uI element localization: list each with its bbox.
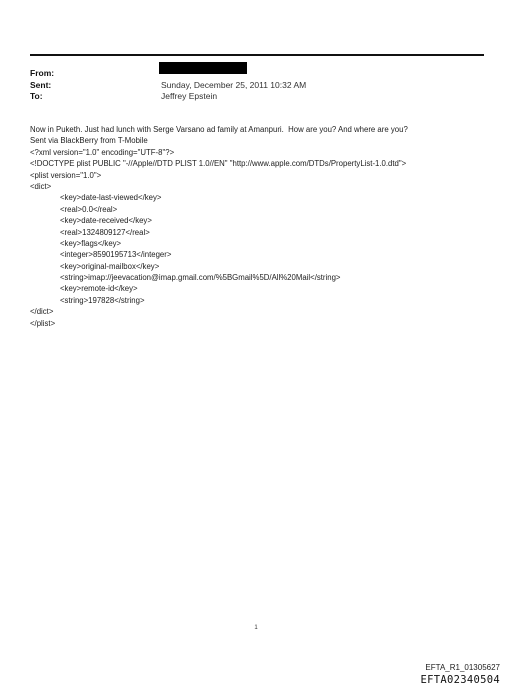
body-line: <?xml version="1.0" encoding="UTF-8"?> <box>30 147 175 157</box>
body-line: </dict> <box>30 307 54 317</box>
page-number: 1 <box>254 625 258 631</box>
redaction-block <box>159 62 247 74</box>
email-body <box>30 124 408 329</box>
body-line: <string>197828</string> <box>60 295 145 305</box>
body-line: </plist> <box>30 318 56 328</box>
body-line: <integer>8590195713</integer> <box>60 250 172 260</box>
body-line: <key>date-received</key> <box>60 216 152 226</box>
body-line: <key>original-mailbox</key> <box>60 261 160 271</box>
footer-doc-id-large: EFTA02340504 <box>420 674 500 686</box>
body-line: <plist version="1.0"> <box>30 170 102 180</box>
body-line: <key>remote-id</key> <box>60 284 138 294</box>
footer-doc-id-small: EFTA_R1_01305627 <box>425 663 500 672</box>
body-line: <string>imap://jeevacation@imap.gmail.com/%5BGmail%5D/All%20Mail</string> <box>60 273 341 283</box>
body-line: Sent via BlackBerry from T-Mobile <box>30 136 148 146</box>
to-label: To: <box>30 91 43 101</box>
body-line: <real>0.0</real> <box>60 204 118 214</box>
sent-value: Sunday, December 25, 2011 10:32 AM <box>161 80 307 90</box>
body-line: <key>date-last-viewed</key> <box>60 193 162 203</box>
body-line: <key>flags</key> <box>60 238 122 248</box>
body-line: <dict> <box>30 181 52 191</box>
sent-label: Sent: <box>30 80 52 90</box>
body-line: <!DOCTYPE plist PUBLIC "-//Apple//DTD PLIST 1.0//EN" "http://www.apple.com/DTDs/PropertyList-1.0.dtd"> <box>30 159 407 169</box>
from-label: From: <box>30 68 55 78</box>
body-line: Now in Puketh. Just had lunch with Serge Varsano ad family at Amanpuri. How are you? And where are you? <box>30 125 408 134</box>
header-rule <box>30 54 484 56</box>
to-value: Jeffrey Epstein <box>161 91 218 101</box>
body-line: <real>1324809127</real> <box>60 227 150 237</box>
